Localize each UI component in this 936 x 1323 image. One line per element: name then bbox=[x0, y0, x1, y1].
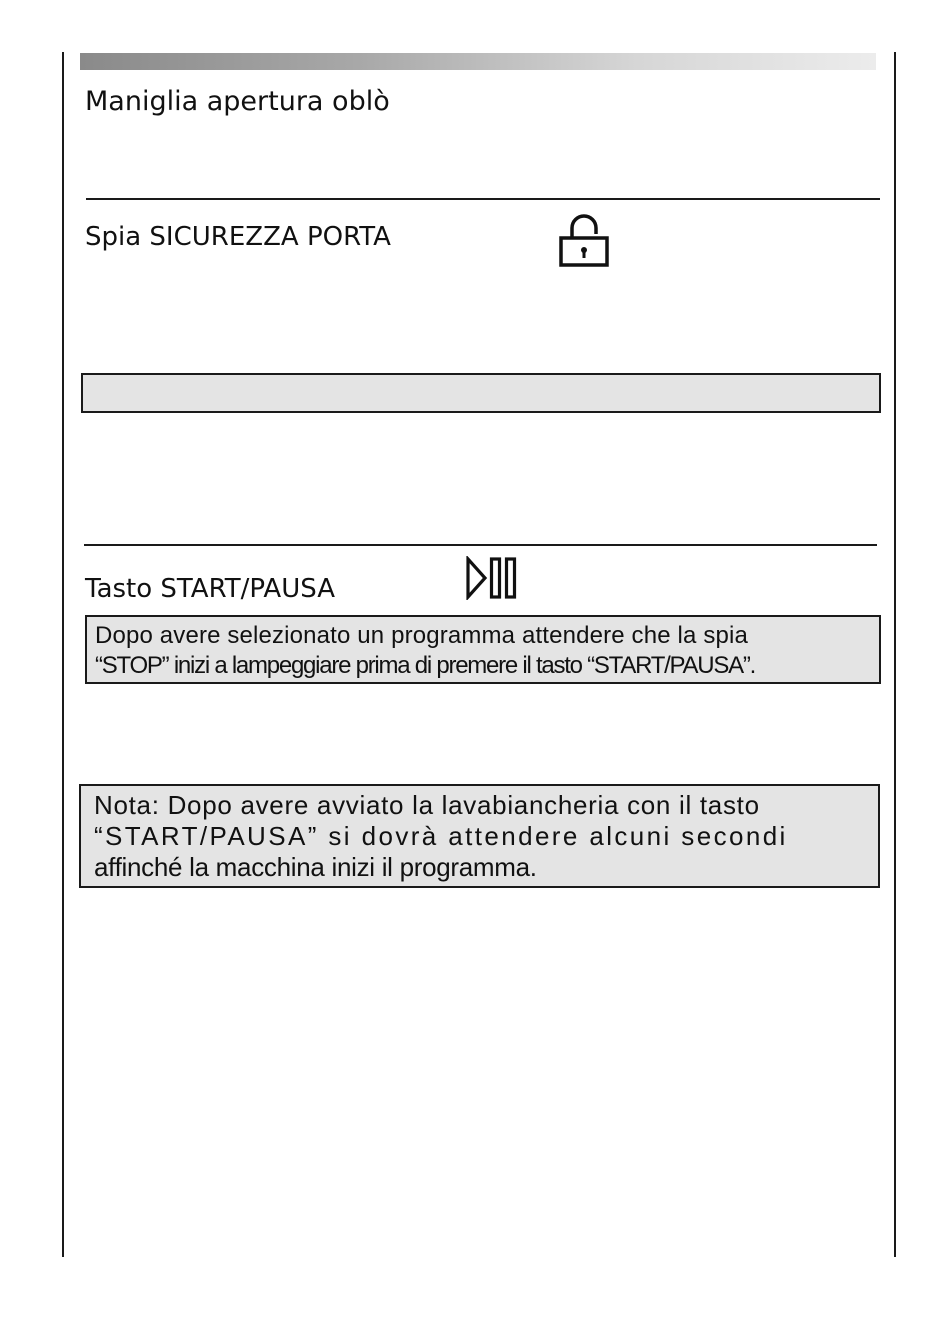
note-text-line: Dopo avere selezionato un programma attendere che la spia bbox=[95, 622, 748, 649]
note-text-line: affinché la macchina inizi il programma. bbox=[94, 852, 537, 882]
gray-band bbox=[81, 373, 881, 413]
right-margin-rule bbox=[894, 52, 896, 1257]
heading-maniglia-apertura: Maniglia apertura oblò bbox=[85, 86, 390, 117]
start-wait-note-box bbox=[85, 615, 881, 684]
note-text-line: Nota: Dopo avere avviato la lavabiancheria con il tasto bbox=[94, 790, 760, 820]
section-divider bbox=[86, 198, 880, 200]
note-text-line: “STOP” inizi a lampeggiare prima di premere il tasto “START/PAUSA”. bbox=[95, 652, 756, 679]
heading-tasto-start-pausa: Tasto START/PAUSA bbox=[85, 574, 335, 604]
header-gradient-bar bbox=[80, 53, 876, 70]
section-divider bbox=[84, 544, 877, 546]
lock-icon bbox=[556, 214, 612, 268]
note-text-line: “START/PAUSA” si dovrà attendere alcuni secondi bbox=[94, 821, 788, 851]
nota-box bbox=[79, 784, 880, 888]
play-pause-icon bbox=[464, 556, 520, 600]
heading-spia-sicurezza-porta: Spia SICUREZZA PORTA bbox=[85, 222, 391, 252]
left-margin-rule bbox=[62, 52, 64, 1257]
